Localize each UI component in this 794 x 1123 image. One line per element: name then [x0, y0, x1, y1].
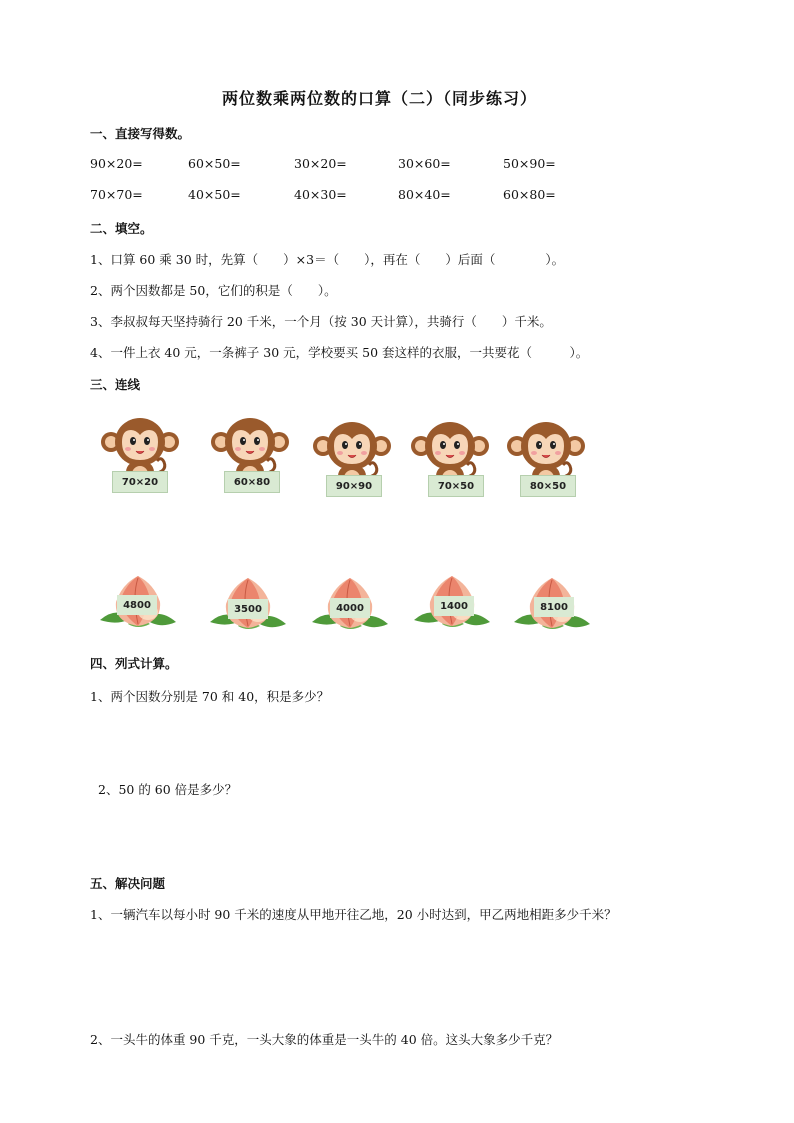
- calc-item: 40×50=: [188, 187, 241, 202]
- section-3-heading: 三、连线: [90, 377, 141, 392]
- monkey-label: 80×50: [520, 475, 576, 497]
- calc-item: 40×30=: [294, 187, 347, 202]
- monkey-label: 60×80: [224, 471, 280, 493]
- section-1-heading: 一、直接写得数。: [90, 126, 191, 141]
- calc-item: 60×80=: [503, 187, 556, 202]
- calc-item: 50×90=: [503, 156, 556, 171]
- calc-item: 30×20=: [294, 156, 347, 171]
- calc-item: 60×50=: [188, 156, 241, 171]
- calc-question: 2、50 的 60 倍是多少？: [98, 782, 238, 797]
- peach-label: 3500: [228, 599, 268, 619]
- word-problem: 1、一辆汽车以每小时 90 千米的速度从甲地开往乙地，20 小时达到，甲乙两地相距多少千米？: [90, 907, 617, 922]
- section-5-heading: 五、解决问题: [90, 876, 166, 891]
- fill-in-item: 1、口算 60 乘 30 时，先算（ ）×3＝（ ），再在（ ）后面（ ）。: [90, 252, 565, 267]
- fill-in-item: 2、两个因数都是 50，它们的积是（ ）。: [90, 283, 337, 298]
- monkey-label: 70×20: [112, 471, 168, 493]
- peach-label: 8100: [534, 597, 574, 617]
- word-problem: 2、一头牛的体重 90 千克，一头大象的体重是一头牛的 40 倍。这头大象多少千克？: [90, 1032, 559, 1047]
- fill-in-item: 4、一件上衣 40 元，一条裤子 30 元，学校要买 50 套这样的衣服，一共要花（ ）。: [90, 345, 589, 360]
- peach-label: 1400: [434, 596, 474, 616]
- calc-item: 90×20=: [90, 156, 143, 171]
- calc-item: 70×70=: [90, 187, 143, 202]
- peach-label: 4800: [117, 595, 157, 615]
- page-title: 两位数乘两位数的口算（二）（同步练习）: [222, 89, 538, 108]
- calc-question: 1、两个因数分别是 70 和 40，积是多少？: [90, 689, 330, 704]
- calc-item: 80×40=: [398, 187, 451, 202]
- peach-label: 4000: [330, 598, 370, 618]
- fill-in-item: 3、李叔叔每天坚持骑行 20 千米，一个月（按 30 天计算），共骑行（ ）千米。: [90, 314, 552, 329]
- monkey-label: 70×50: [428, 475, 484, 497]
- monkey-label: 90×90: [326, 475, 382, 497]
- calc-item: 30×60=: [398, 156, 451, 171]
- section-4-heading: 四、列式计算。: [90, 656, 178, 671]
- section-2-heading: 二、填空。: [90, 221, 153, 236]
